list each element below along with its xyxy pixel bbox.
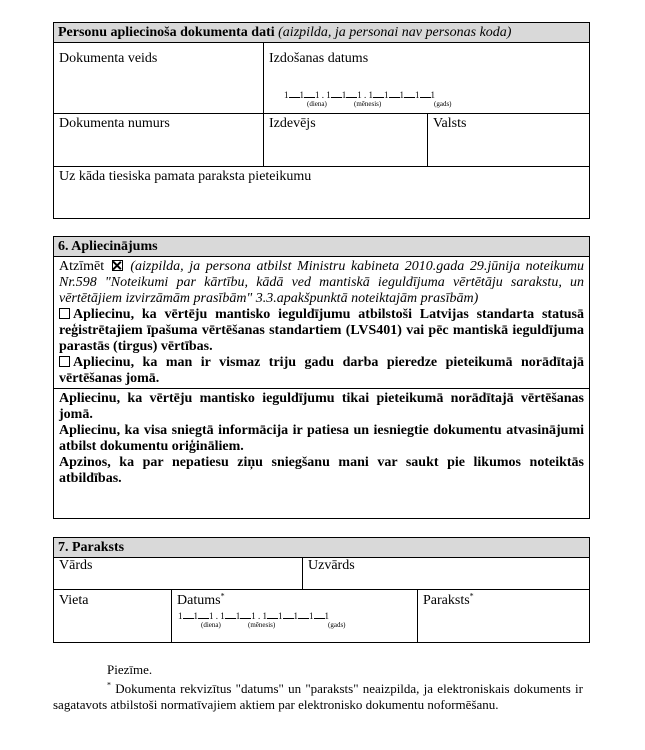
person-document-section	[53, 22, 590, 219]
place-field[interactable]	[54, 591, 171, 642]
person-document-header	[54, 23, 589, 43]
year-label: (gads)	[434, 100, 452, 108]
mark-note: (aizpilda, ja persona atbilst Ministru kabineta 2010.gada 29.jūnija noteikumu Nr.598 "Noteikumi par kārtību, kādā ved mantiskā ieguldījuma vērtētāju sarakstu, un vērtētājiem izvirzāmām prasībām" 3.3.apakšpunktā noteiktajām prasībām)	[59, 259, 585, 306]
statement-truth: Apliecinu, ka visa sniegtā informācija ir patiesa un iesniegtie dokumentu atvasinājumi atbilst dokumentu oriģināliem.	[59, 423, 584, 454]
declaration-header	[54, 237, 589, 257]
name-field[interactable]	[54, 556, 302, 589]
issue-date-input[interactable]: 1 1 1 . 1 1 1 . 1 1 1 1 1 (diena) (mēnesis) (gads)	[284, 90, 452, 108]
signature-label: Paraksts	[423, 593, 470, 608]
signature-date-input[interactable]: 1 1 1 . 1 1 1 . 1 1 1 1 1 (diena) (mēnesis) (gads)	[178, 611, 346, 629]
place-label: Vieta	[59, 593, 89, 608]
mark-label: Atzīmēt	[59, 259, 105, 274]
statement-liability: Apzinos, ka par nepatiesu ziņu sniegšanu mani var saukt pie likumos noteiktās atbildības.	[59, 455, 584, 486]
doc-number-label: Dokumenta numurs	[59, 116, 170, 131]
note-heading: Piezīme.	[107, 662, 153, 677]
signature-title: 7. Paraksts	[58, 540, 125, 555]
option-experience[interactable]	[54, 355, 589, 388]
sig-day-label: (diena)	[201, 621, 221, 629]
month-label: (mēnesis)	[354, 100, 382, 108]
issue-date-label: Izdošanas datums	[269, 51, 369, 66]
country-field[interactable]	[428, 114, 589, 166]
issuer-label: Izdevējs	[269, 116, 316, 131]
note-text: * Dokumenta rekvizītus "datums" un "paraksts" neaizpilda, ja elektroniskais dokuments ir sagatavots atbilstoši normatīvajiem aktiem par elektronisko dokumentu noformēšanu.	[53, 680, 583, 712]
sig-month-label: (mēnesis)	[248, 621, 276, 629]
person-document-title-note: (aizpilda, ja personai nav personas koda)	[278, 25, 512, 40]
option-standards[interactable]	[54, 307, 589, 355]
doc-type-field[interactable]	[54, 49, 263, 113]
checked-box-icon	[112, 260, 123, 271]
option-experience-text: Apliecinu, ka man ir vismaz triju gadu darba pieredze pieteikumā norādītajā vērtēšanas jomā.	[59, 355, 584, 386]
doc-type-label: Dokumenta veids	[59, 51, 158, 66]
signature-field[interactable]: Paraksts*	[423, 591, 474, 608]
issuer-field[interactable]	[264, 114, 427, 166]
option-standards-text: Apliecinu, ka vērtēju mantisko ieguldījumu atbilstoši Latvijas standarta statusā reģistrētajiem īpašuma vērtēšanas standartiem (LVS401) vai pēc mantiskā ieguldījuma parastās (tirgus) vērtības.	[59, 307, 584, 354]
signature-section	[53, 537, 590, 643]
surname-label: Uzvārds	[308, 558, 355, 573]
date-label: Datums	[177, 593, 221, 608]
surname-field[interactable]	[303, 556, 589, 589]
person-document-title: Personu apliecinoša dokumenta dati	[58, 25, 275, 40]
sig-year-label: (gads)	[328, 621, 346, 629]
declaration-section	[53, 236, 590, 519]
declaration-instruction	[54, 257, 589, 307]
name-label: Vārds	[59, 558, 93, 573]
statement-scope: Apliecinu, ka vērtēju mantisko ieguldījumu tikai pieteikumā norādītajā vērtēšanas jomā.	[59, 391, 584, 422]
day-label: (diena)	[307, 100, 327, 108]
doc-number-field[interactable]	[54, 114, 263, 166]
legal-basis-label: Uz kāda tiesiska pamata paraksta pieteikumu	[59, 169, 312, 184]
date-field[interactable]: Datums*	[177, 591, 225, 608]
checkbox-standards[interactable]	[59, 308, 70, 319]
country-label: Valsts	[433, 116, 467, 131]
signature-header	[54, 538, 589, 558]
checkbox-experience[interactable]	[59, 356, 70, 367]
legal-basis-field[interactable]	[54, 167, 589, 218]
declaration-title: 6. Apliecinājums	[58, 239, 158, 254]
